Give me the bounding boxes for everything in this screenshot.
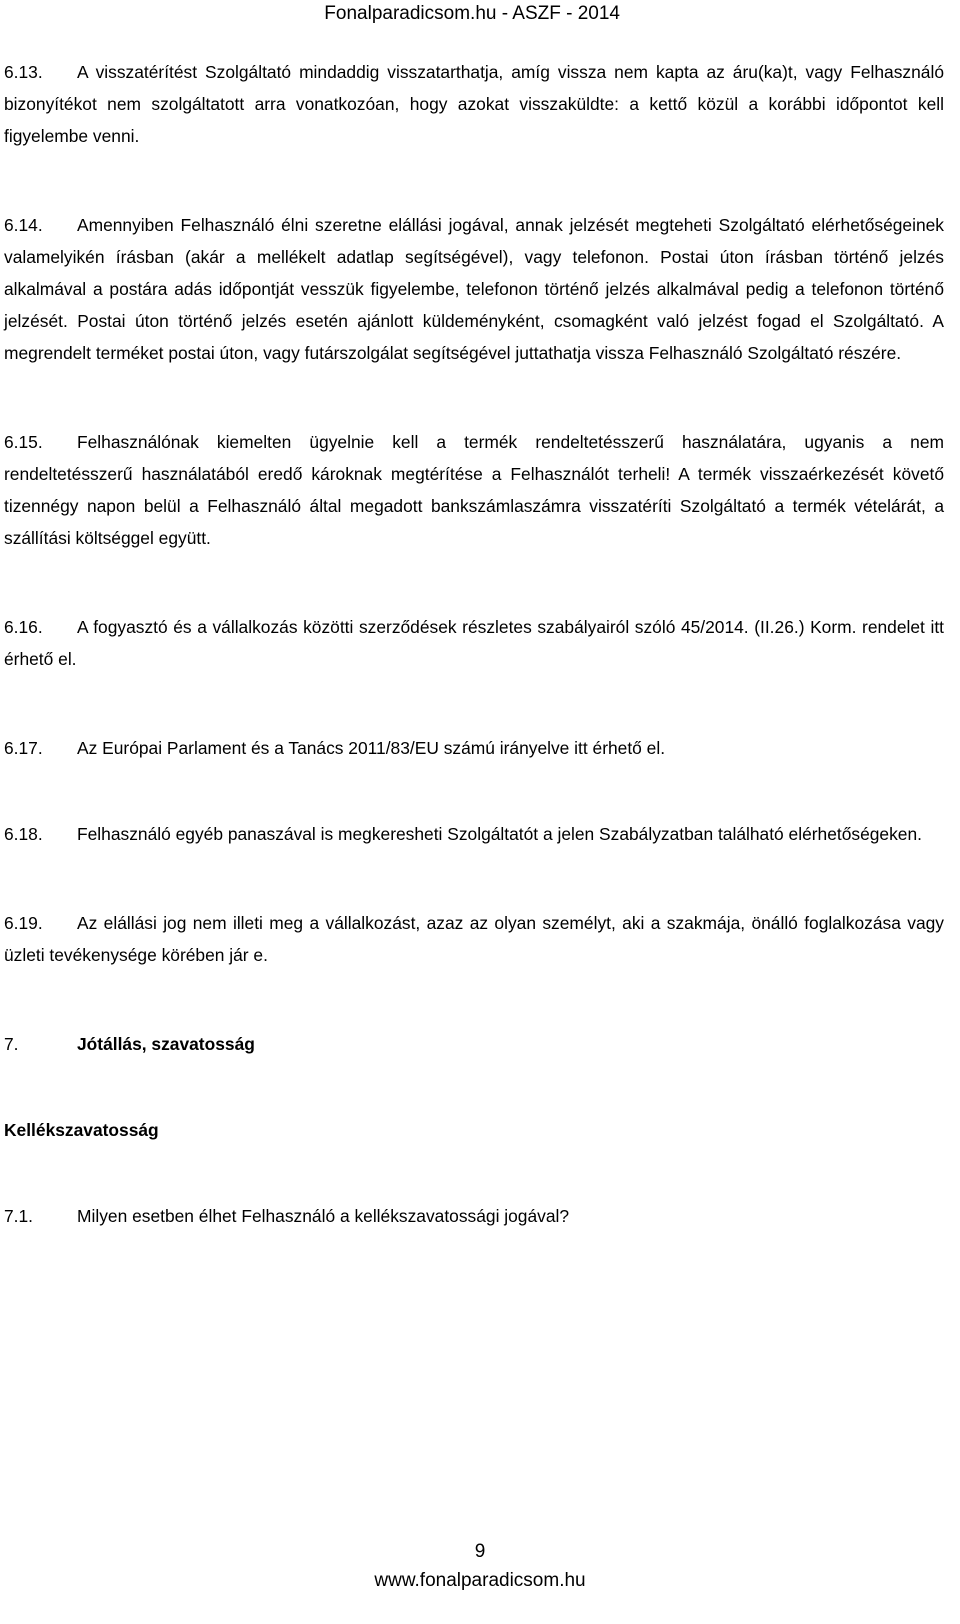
section-number: 7.1.	[4, 1206, 34, 1226]
section-text: Amennyiben Felhasználó élni szeretne elállási jogával, annak jelzését megteheti Szolgáltató elérhetőségeinek valamelyikén írásban (akár a mellékelt adatlap segítségével), vagy telefonon. Postai úton írásban történő jelzés alkalmával a postára adás időpontját vesszük figyelembe, telefonon történő jelzés alkalmával pedig a telefonon történő jelzését. Postai úton történő jelzés esetén ajánlott küldeményként, csomagként való jelzést fogad el Szolgáltató. A megrendelt terméket postai úton, vagy futárszolgálat segítségével juttathatja vissza Felhasználó Szolgáltató részére.	[4, 215, 944, 363]
section-text: A visszatérítést Szolgáltató mindaddig visszatarthatja, amíg vissza nem kapta az áru(ka)t, vagy Felhasználó bizonyítékot nem szolgáltatott arra vonatkozóan, hogy azokat visszaküldte: a kettő közül a korábbi időpontot kell figyelembe venni.	[4, 62, 944, 146]
section-text: Az Európai Parlament és a Tanács 2011/83/EU számú irányelve itt érhető el.	[77, 738, 666, 758]
footer-website: www.fonalparadicsom.hu	[374, 1570, 586, 1591]
section-6-19	[4, 907, 944, 971]
section-7-1	[4, 1200, 944, 1232]
heading-7	[4, 1028, 944, 1060]
subheading-kellekszavatossag: Kellékszavatosság	[4, 1120, 159, 1140]
section-text: Az elállási jog nem illeti meg a vállalkozást, azaz az olyan személyt, aki a szakmája, önálló foglalkozása vagy üzleti tevékenysége körében jár e.	[4, 913, 944, 965]
section-number: 6.16.	[4, 617, 43, 637]
section-number: 6.15.	[4, 432, 43, 452]
section-6-15	[4, 426, 944, 554]
heading-text: Jótállás, szavatosság	[77, 1034, 255, 1054]
page-header: Fonalparadicsom.hu - ASZF - 2014	[324, 3, 620, 24]
section-number: 6.19.	[4, 913, 43, 933]
section-text: Milyen esetben élhet Felhasználó a kellékszavatossági jogával?	[77, 1206, 570, 1226]
section-6-18	[4, 818, 944, 850]
section-number: 6.18.	[4, 824, 43, 844]
section-6-16	[4, 611, 944, 675]
section-text: A fogyasztó és a vállalkozás közötti szerződések részletes szabályairól szóló 45/2014. (II.26.) Korm. rendelet itt érhető el.	[4, 617, 944, 669]
section-6-14	[4, 209, 944, 369]
section-number: 6.14.	[4, 215, 43, 235]
section-number: 6.13.	[4, 62, 43, 82]
section-number: 6.17.	[4, 738, 43, 758]
section-number: 7.	[4, 1034, 19, 1054]
document-body	[4, 56, 944, 1232]
section-6-17	[4, 732, 944, 764]
section-6-13	[4, 56, 944, 152]
page-number: 9	[474, 1541, 486, 1562]
section-text: Felhasználónak kiemelten ügyelnie kell a termék rendeltetésszerű használatára, ugyanis a nem rendeltetésszerű használatából eredő károknak megtérítése a Felhasználót terheli! A termék visszaérkezését követő tizennégy napon belül a Felhasználó által megadott bankszámlaszámra visszatéríti Szolgáltató a termék vételárát, a szállítási költséggel együtt.	[4, 432, 944, 548]
section-text: Felhasználó egyéb panaszával is megkeresheti Szolgáltatót a jelen Szabályzatban található elérhetőségeken.	[77, 824, 922, 844]
